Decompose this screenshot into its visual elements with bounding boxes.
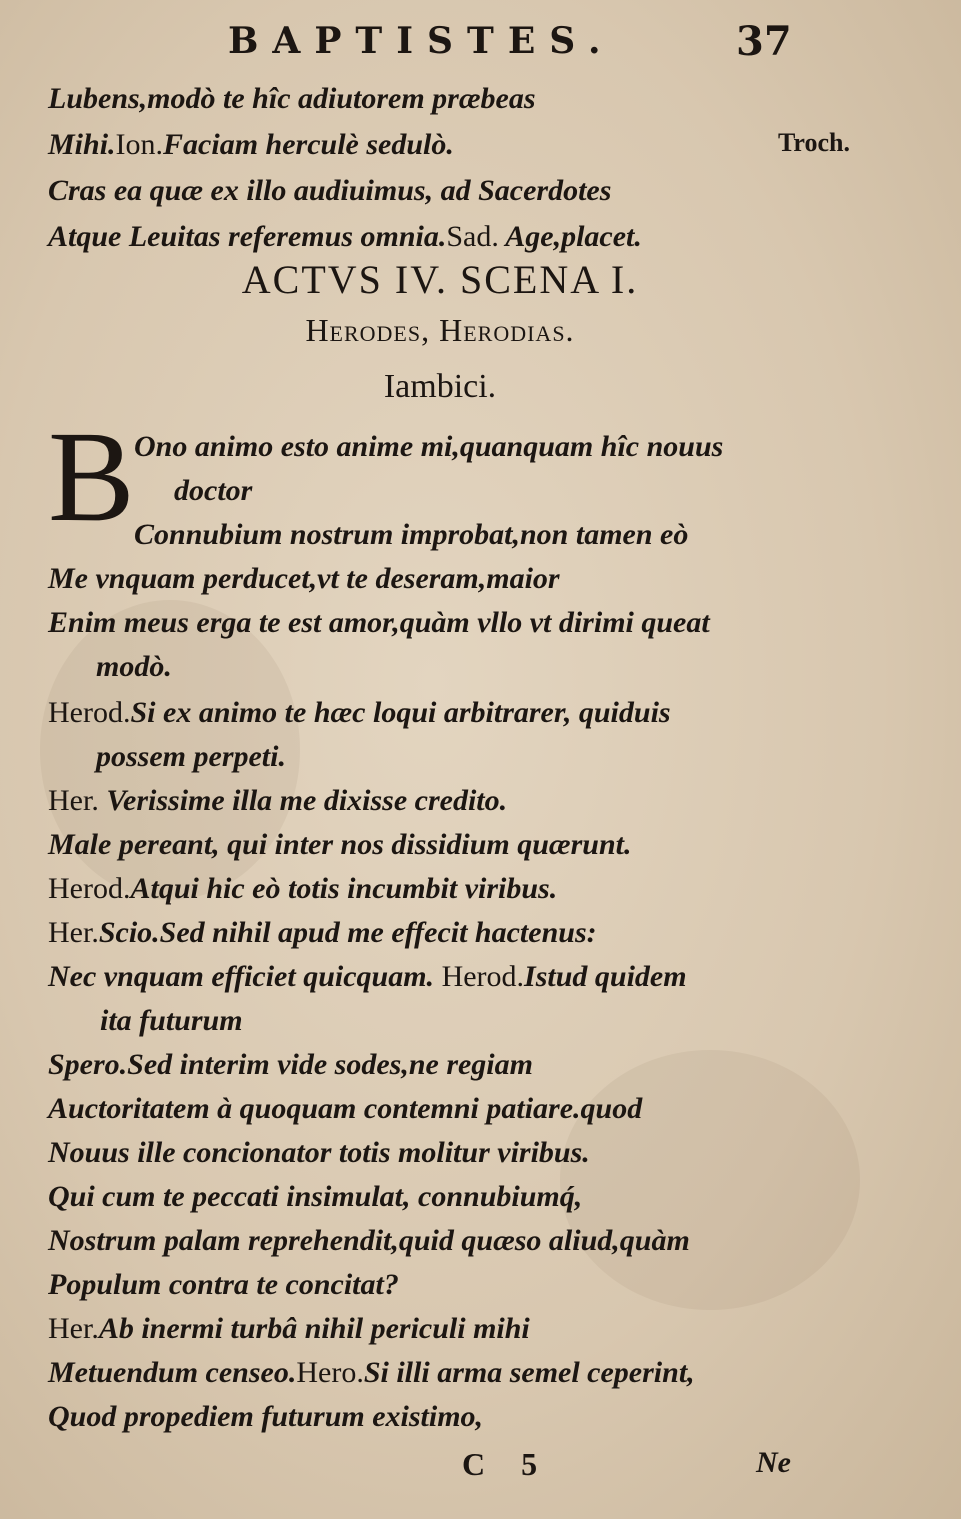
speaker-label: Herod. [48, 872, 131, 905]
catchword: Ne [756, 1446, 791, 1479]
character-list: Herodes, Herodias. [305, 312, 575, 348]
speaker-label: Her. [48, 784, 99, 817]
running-head: BAPTISTES. [228, 20, 615, 62]
verse-line: Male pereant, qui inter nos dissidium quærunt. [48, 828, 632, 861]
verse-line: Quod propediem futurum existimo, [48, 1400, 484, 1433]
verse-line: Enim meus erga te est amor,quàm vllo vt dirimi queat [48, 606, 710, 639]
speaker-label: Herod. [48, 696, 131, 729]
verse-line: Herod.Si ex animo te hæc loqui arbitrarer, quiduis [48, 696, 671, 729]
verse-line: Herod.Atqui hic eò totis incumbit viribus. [48, 872, 558, 905]
signature-mark: C 5 [462, 1446, 552, 1482]
verse-line: Nec vnquam efficiet quicquam. Herod.Istud quidem [48, 960, 687, 993]
verse-line: Auctoritatem à quoquam contemni patiare.quod [48, 1092, 643, 1125]
page-number: 37 [736, 18, 792, 65]
verse-line: Spero.Sed interim vide sodes,ne regiam [48, 1048, 533, 1081]
verse-line: Nostrum palam reprehendit,quid quæso aliud,quàm [48, 1224, 690, 1257]
margin-note: Troch. [778, 128, 850, 157]
speaker-label: Hero. [296, 1356, 364, 1389]
speaker-label: Herod. [434, 960, 525, 993]
verse-line: Cras ea quæ ex illo audiuimus, ad Sacerdotes [48, 174, 612, 207]
verse-line: ita futurum [100, 1004, 243, 1037]
speaker-label: Her. [48, 916, 99, 949]
verse-line: Populum contra te concitat? [48, 1268, 399, 1301]
verse-line: Me vnquam perducet,vt te deseram,maior [48, 562, 560, 595]
verse-line: doctor [174, 474, 253, 507]
verse-line: Her.Scio.Sed nihil apud me effecit hactenus: [48, 916, 597, 949]
verse-line: modò. [96, 650, 172, 683]
verse-line: Atque Leuitas referemus omnia.Sad. Age,placet. [48, 220, 642, 253]
page-header [0, 18, 961, 68]
speaker-label: Ion. [115, 128, 164, 161]
paper-stain [560, 1050, 860, 1310]
meter-label: Iambici. [383, 368, 497, 405]
verse-line: Qui cum te peccati insimulat, connubiumq́, [48, 1180, 583, 1213]
verse-line: Mihi.Ion.Faciam herculè sedulò. [48, 128, 454, 161]
verse-line: possem perpeti. [96, 740, 286, 773]
verse-line: Her.Ab inermi turbâ nihil periculi mihi [48, 1312, 530, 1345]
drop-cap: B [48, 405, 135, 549]
verse-line: Connubium nostrum improbat,non tamen eò [134, 518, 689, 551]
speaker-label: Sad. [446, 220, 499, 253]
verse-line: Her. Verissime illa me dixisse credito. [48, 784, 508, 817]
verse-line: Ono animo esto anime mi,quanquam hîc nouus [134, 430, 724, 463]
speaker-label: Her. [48, 1312, 99, 1345]
act-scene-title: ACTVS IV. SCENA I. [241, 257, 639, 302]
verse-line: Lubens,modò te hîc adiutorem præbeas [48, 82, 536, 115]
verse-line: Metuendum censeo.Hero.Si illi arma semel ceperint, [48, 1356, 695, 1389]
verse-line: Nouus ille concionator totis molitur viribus. [48, 1136, 590, 1169]
